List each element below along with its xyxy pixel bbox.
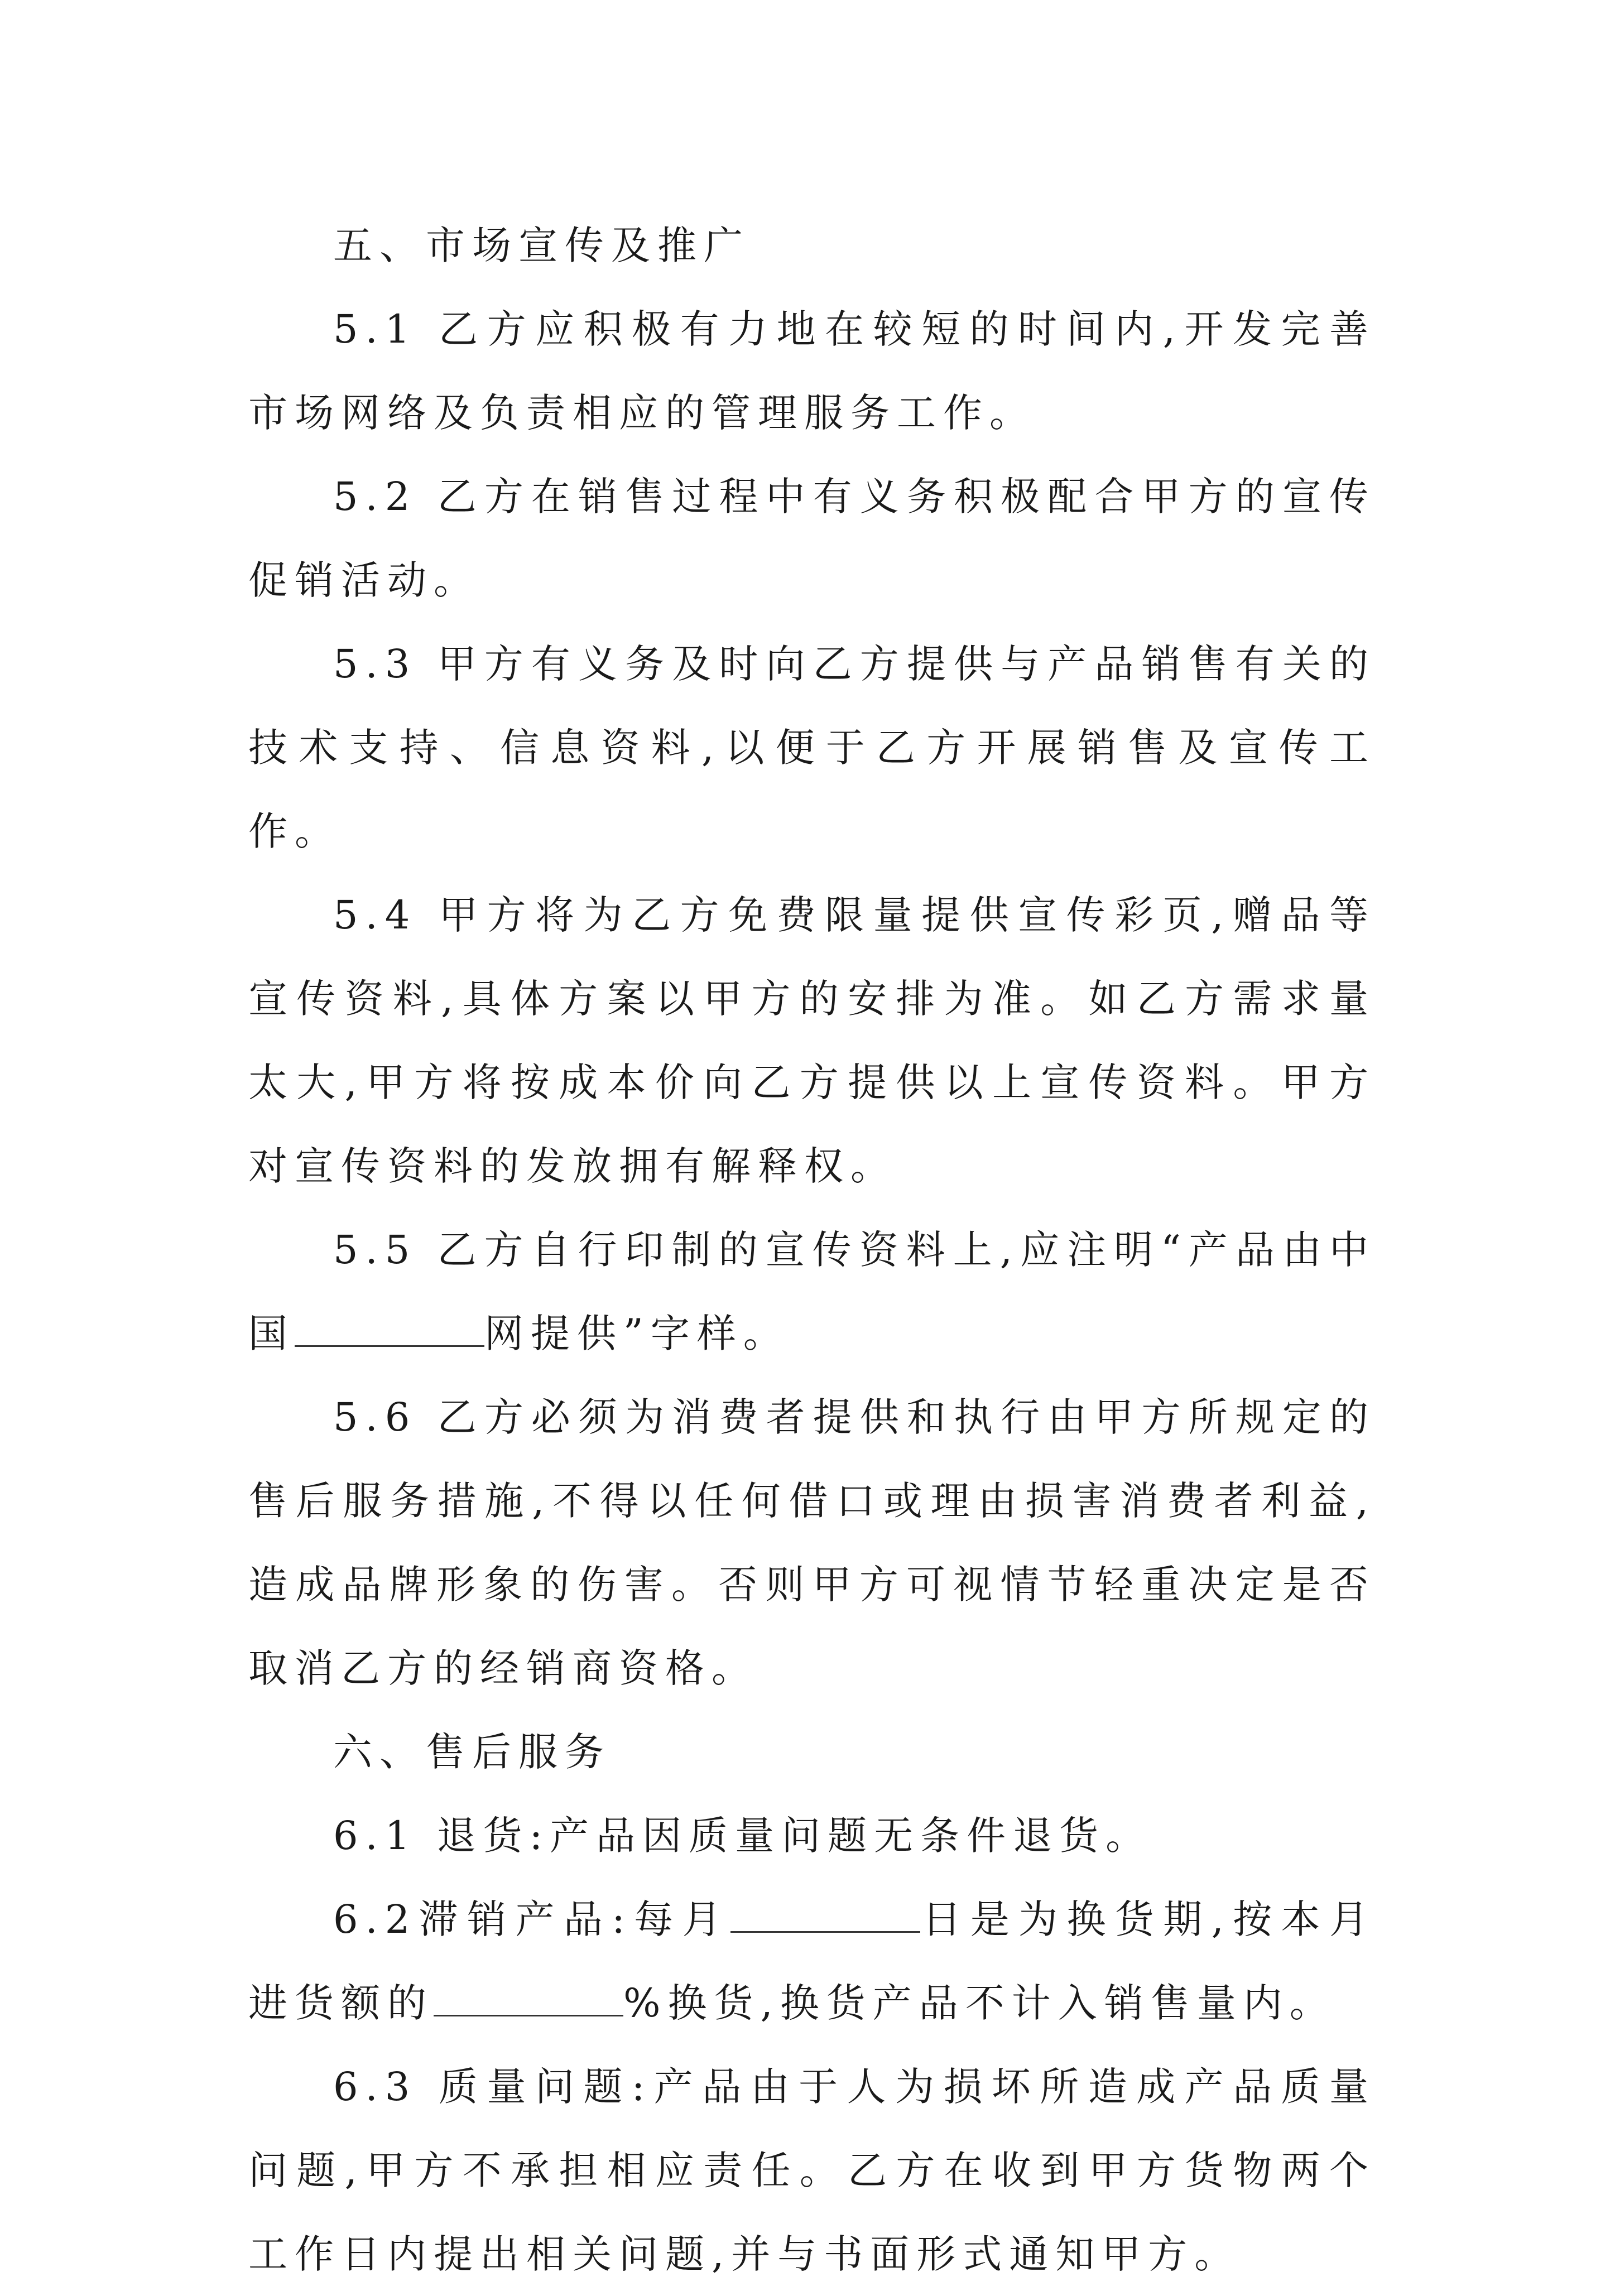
clause-5-5-text-before: 5.5 乙方自行印制的宣传资料上,应注明“产品由中国: [248, 1227, 1376, 1356]
clause-5-1: 5.1 乙方应积极有力地在较短的时间内,开发完善市场网络及负责相应的管理服务工作。: [248, 306, 1376, 436]
clause-6-2-text-b: 日是为换货期,按本月进货额的: [248, 1897, 1376, 2026]
website-name-blank: [295, 1306, 484, 1347]
clause-6-2-text-c: %换货,换货产品不计入销售量内。: [623, 1980, 1336, 2026]
clause-5-6: 5.6 乙方必须为消费者提供和执行由甲方所规定的售后服务措施,不得以任何借口或理由损害消费者利益,造成品牌形象的伤害。否则甲方可视情节轻重决定是否取消乙方的经销商资格。: [248, 1394, 1376, 1691]
section-heading-6: 六、售后服务: [333, 1729, 611, 1775]
section-heading-5: 五、市场宣传及推广: [333, 223, 750, 268]
clause-5-3: 5.3 甲方有义务及时向乙方提供与产品销售有关的技术支持、信息资料,以便于乙方开展销售及宣传工作。: [248, 641, 1376, 854]
exchange-day-blank: [730, 1892, 920, 1933]
clause-6-2-text-a: 6.2滞销产品:每月: [333, 1897, 730, 1942]
document-body: [248, 204, 1376, 2296]
clause-5-5-text-after: 网提供”字样。: [484, 1311, 790, 1356]
clause-5-4: 5.4 甲方将为乙方免费限量提供宣传彩页,赠品等宣传资料,具体方案以甲方的安排为准。如乙方需求量太大,甲方将按成本价向乙方提供以上宣传资料。甲方对宣传资料的发放拥有解释权。: [248, 892, 1376, 1189]
clause-6-2: [248, 1878, 1376, 2045]
exchange-percent-blank: [434, 1976, 623, 2016]
clause-6-1: 6.1 退货:产品因质量问题无条件退货。: [333, 1813, 1152, 1859]
clause-6-3: 6.3 质量问题:产品由于人为损坏所造成产品质量问题,甲方不承担相应责任。乙方在收到甲方货物两个工作日内提出相关问题,并与书面形式通知甲方。: [248, 2064, 1376, 2277]
clause-5-2: 5.2 乙方在销售过程中有义务积极配合甲方的宣传促销活动。: [248, 474, 1376, 603]
clause-5-5: [248, 1208, 1376, 1375]
